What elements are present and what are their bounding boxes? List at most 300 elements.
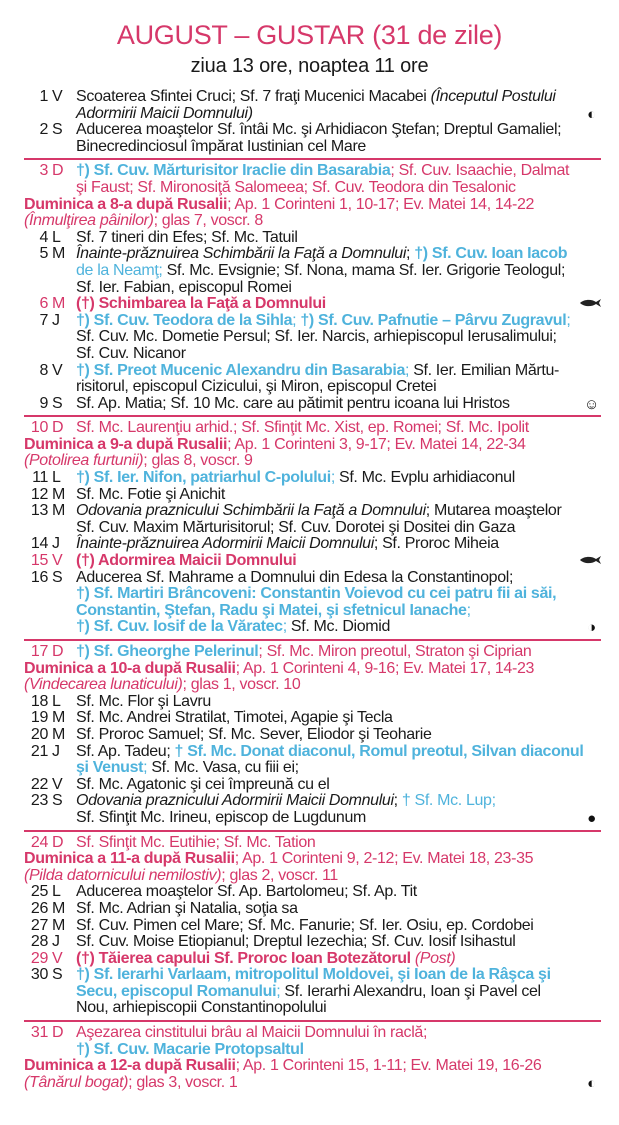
major-feast-text: Duminica a 11-a după Rusalii	[24, 850, 235, 868]
feast-saint-name: ;	[292, 311, 301, 329]
day-number: 2	[39, 121, 48, 139]
entry-text	[76, 644, 531, 661]
feast-saint-name: † Sf. Mc. Lup;	[401, 792, 496, 810]
entry-text	[76, 934, 515, 951]
weekday-letter: J	[52, 742, 60, 760]
entry-segment: ; Ap. 1 Corinteni 3, 9-17; Ev. Matei 14, 22-34	[227, 435, 526, 453]
weekday-letter: D	[52, 1024, 64, 1042]
feast-saint-name: ;	[158, 261, 167, 279]
entry-segment: Binecredinciosul împărat Iustinian cel Mare	[76, 137, 366, 155]
sunday-reading-line	[0, 868, 619, 885]
day-number: 24	[30, 833, 48, 851]
entry-text	[76, 951, 455, 968]
entry-text	[24, 851, 533, 868]
entry-segment: Sf. Proroc Samuel; Sf. Mc. Sever, Eliodor şi Teoharie	[76, 725, 432, 743]
entry-text	[24, 868, 338, 885]
day-label	[22, 536, 70, 553]
day-label	[22, 89, 70, 106]
entry-text	[76, 230, 298, 247]
entry-text	[76, 329, 557, 346]
entry-text	[76, 760, 299, 777]
entry-text	[24, 1075, 237, 1092]
entry-segment: Adormirii Maicii Domnului)	[76, 104, 253, 122]
entry-segment: (Tânărul bogat)	[24, 1073, 129, 1091]
calendar-line	[0, 503, 619, 520]
fish-icon	[578, 297, 602, 312]
calendar-line	[0, 89, 619, 106]
entry-text	[76, 470, 515, 487]
sunday-reading-line	[0, 213, 619, 230]
calendar-line	[0, 1025, 619, 1042]
sunday-reading-line	[0, 677, 619, 694]
weekday-letter: S	[52, 121, 63, 139]
calendar-line	[0, 363, 619, 380]
entry-text	[76, 139, 366, 156]
entry-text	[76, 503, 561, 520]
day-number: 22	[30, 775, 48, 793]
entry-segment: ; Ap. 1 Corinteni 15, 1-11; Ev. Matei 19, 16-26	[235, 1057, 542, 1075]
entry-segment: ; Ap. 1 Corinteni 9, 2-12; Ev. Matei 18, 23-35	[234, 850, 534, 868]
entry-segment: Sf. Mc. Diomid	[290, 618, 391, 636]
entry-text	[76, 246, 567, 263]
calendar-line	[0, 810, 619, 827]
day-number: 7	[39, 311, 48, 329]
weekday-letter: D	[52, 162, 64, 180]
entry-segment: Sf. Mc. Flor şi Lavru	[76, 692, 211, 710]
calendar-line	[0, 346, 619, 363]
entry-text	[76, 967, 551, 984]
entry-segment: Odovania praznicului Adormirii Maicii Domnului	[76, 792, 394, 810]
feast-saint-name: †) Sf. Preot Mucenic Alexandru din Basarabia	[76, 361, 405, 379]
entry-text	[76, 984, 541, 1001]
entry-segment: Sf. Ier. Fabian, episcopul Romei	[76, 278, 292, 296]
entry-segment: Înainte-prăznuirea Schimbării la Faţă a Domnului	[76, 245, 407, 263]
entry-segment: Aşezarea cinstitului brâu al Maicii Domnului în raclă;	[76, 1024, 428, 1042]
weekday-letter: V	[52, 552, 63, 570]
feast-saint-name: ;	[143, 759, 152, 777]
day-label	[22, 1025, 70, 1042]
weekday-letter: L	[52, 228, 61, 246]
feast-saint-name: †) Sf. Cuv. Ioan Iacob	[414, 245, 568, 263]
entry-segment: Sf. Cuv. Mc. Dometie Persul; Sf. Ier. Narcis, arhiepiscopul Ierusalimului;	[76, 328, 557, 346]
moon-new-icon: ●	[587, 809, 596, 827]
entry-text	[76, 884, 417, 901]
feast-saint-name: ;	[405, 361, 414, 379]
calendar-line	[0, 379, 619, 396]
entry-text	[76, 89, 556, 106]
day-number: 21	[30, 742, 48, 760]
feast-saint-name: ;	[282, 618, 291, 636]
entry-text	[24, 213, 263, 230]
entry-segment: Nou, arhiepiscopii Constantinopolului	[76, 999, 327, 1017]
entry-text	[76, 619, 390, 636]
calendar-line	[0, 520, 619, 537]
calendar-line	[0, 1000, 619, 1017]
feast-saint-name: şi Venust	[76, 759, 144, 777]
weekday-letter: M	[52, 485, 65, 503]
entry-segment: (Pilda datornicului nemilostiv)	[24, 866, 222, 884]
feast-saint-name: ;	[466, 601, 471, 619]
day-label	[22, 967, 70, 984]
weekday-letter: S	[52, 792, 63, 810]
entry-text	[76, 536, 499, 553]
day-label	[22, 570, 70, 587]
entry-segment: Sf. Ap. Tadeu;	[76, 742, 175, 760]
calendar-line	[0, 163, 619, 180]
day-label	[22, 470, 70, 487]
weekday-letter: D	[52, 419, 64, 437]
entry-segment: ; glas 7, voscr. 8	[153, 212, 263, 230]
section-divider	[24, 830, 601, 832]
weekday-letter: M	[52, 709, 65, 727]
day-number: 9	[39, 394, 48, 412]
entry-segment: ; Sf. Proroc Miheia	[373, 535, 499, 553]
entry-segment: Aducerea Sf. Mahrame a Domnului din Edesa la Constantinopol;	[76, 568, 514, 586]
day-number: 27	[30, 916, 48, 934]
calendar-line	[0, 984, 619, 1001]
feast-saint-name: Secu, episcopul Romanului	[76, 982, 277, 1000]
entry-segment: Sf. Mc. Adrian şi Natalia, soţia sa	[76, 899, 298, 917]
day-label	[22, 246, 70, 263]
entry-segment: Scoaterea Sfintei Cruci; Sf. 7 fraţi Mucenici Macabei	[76, 88, 431, 105]
entry-text	[76, 835, 315, 852]
major-feast-text: Duminica a 12-a după Rusalii	[24, 1057, 236, 1075]
feast-saint-name: †) Sf. Ierarhi Varlaam, mitropolitul Moldovei, şi Ioan de la Râşca şi	[76, 966, 551, 984]
calendar-line	[0, 396, 619, 413]
day-label	[22, 644, 70, 661]
entry-text	[76, 570, 513, 587]
calendar-line	[0, 296, 619, 313]
day-label	[22, 918, 70, 935]
sunday-reading-line	[0, 851, 619, 868]
major-feast-text: Duminica a 10-a după Rusalii	[24, 659, 236, 677]
day-label	[22, 744, 70, 761]
day-label	[22, 296, 70, 313]
sunday-reading-line	[0, 437, 619, 454]
weekday-letter: M	[52, 502, 65, 520]
day-number: 26	[30, 899, 48, 917]
entry-segment: (Începutul Postului	[430, 88, 556, 105]
day-label	[22, 313, 70, 330]
weekday-letter: V	[52, 775, 63, 793]
feast-saint-name: †) Sf. Ier. Nifon, patriarhul C-polului	[76, 469, 331, 487]
weekday-letter: D	[52, 643, 64, 660]
entry-text	[24, 453, 253, 470]
entry-segment: Sf. Ier. Emilian Mărtu-	[413, 361, 559, 379]
calendar-line	[0, 122, 619, 139]
entry-segment: Sf. Sfinţit Mc. Eutihie; Sf. Mc. Tation	[76, 833, 316, 851]
entry-segment: ; Sf. Cuv. Isaachie, Dalmat	[390, 162, 570, 180]
entry-text	[76, 1042, 304, 1059]
weekday-letter: V	[52, 949, 63, 967]
day-label	[22, 553, 70, 570]
calendar-line	[0, 553, 619, 570]
feast-saint-name: †) Sf. Cuv. Macarie Protopsaltul	[76, 1040, 304, 1058]
calendar-line	[0, 603, 619, 620]
entry-text	[24, 677, 300, 694]
sunday-reading-line	[0, 1058, 619, 1075]
entry-text	[76, 586, 556, 603]
day-number: 11	[32, 469, 48, 487]
day-label	[22, 727, 70, 744]
day-number: 18	[30, 692, 48, 710]
calendar-line	[0, 934, 619, 951]
weekday-letter: J	[52, 311, 60, 329]
calendar-line	[0, 918, 619, 935]
month-title: AUGUST – GUSTAR (31 de zile)	[116, 20, 503, 50]
day-label	[22, 793, 70, 810]
entry-segment: şi Faust; Sf. Mironosiţă Salomeea; Sf. Cuv. Teodora din Tesalonic	[76, 178, 516, 196]
day-number: 8	[39, 361, 48, 379]
weekday-letter: M	[52, 245, 65, 263]
entry-segment: ;	[393, 792, 402, 810]
weekday-letter: J	[52, 535, 60, 553]
major-feast-text: (†) Schimbarea la Faţă a Domnului	[76, 295, 326, 313]
calendar-line	[0, 694, 619, 711]
calendar-line	[0, 139, 619, 156]
entry-text	[76, 810, 366, 827]
entry-segment: Aducerea moaştelor Sf. întâi Mc. şi Arhidiacon Ştefan; Dreptul Gamaliel;	[76, 121, 562, 139]
calendar-line	[0, 901, 619, 918]
entry-text	[76, 379, 436, 396]
day-label	[22, 163, 70, 180]
day-number: 19	[30, 709, 48, 727]
feast-saint-name: † Sf. Mc. Donat diaconul, Romul preotul, Silvan diaconul	[174, 742, 584, 760]
entry-text	[76, 1025, 427, 1042]
entry-segment: (Vindecarea lunaticului)	[24, 676, 183, 694]
sunday-reading-line	[0, 453, 619, 470]
day-number: 17	[30, 643, 48, 660]
weekday-letter: L	[52, 692, 61, 710]
day-label	[22, 901, 70, 918]
entry-segment: Sf. Mc. Andrei Stratilat, Timotei, Agapie şi Tecla	[76, 709, 393, 727]
calendar-line	[0, 777, 619, 794]
calendar-line	[0, 884, 619, 901]
calendar-line	[0, 967, 619, 984]
day-number: 31	[30, 1024, 48, 1042]
weekday-letter: V	[52, 88, 63, 105]
day-number: 20	[30, 725, 48, 743]
weekday-letter: L	[52, 883, 61, 901]
calendar-line	[0, 793, 619, 810]
day-number: 23	[30, 792, 48, 810]
entry-segment: Sf. Cuv. Moise Etiopianul; Dreptul Iezechia; Sf. Cuv. Iosif Isihastul	[76, 933, 516, 951]
major-feast-text: Duminica a 9-a după Rusalii	[24, 435, 228, 453]
feast-saint-name: †) Sf. Martiri Brâncoveni: Constantin Voievod cu cei patru fii ai săi,	[76, 585, 557, 603]
calendar-line	[0, 280, 619, 297]
weekday-letter: D	[52, 833, 64, 851]
feast-saint-name: †) Sf. Cuv. Teodora de la Sihla	[76, 311, 293, 329]
feast-saint-name: Constantin, Ştefan, Radu şi Matei, şi sfetnicul Ianache	[76, 601, 467, 619]
feast-saint-name: ;	[276, 982, 285, 1000]
weekday-letter: V	[52, 361, 63, 379]
entry-text	[76, 918, 534, 935]
calendar-line	[0, 246, 619, 263]
moon-face-icon: ☺	[584, 395, 599, 413]
entry-text	[76, 263, 565, 280]
section-divider	[24, 639, 601, 641]
day-number: 14	[30, 535, 48, 553]
calendar-line	[0, 710, 619, 727]
entry-segment: Sf. Mc. Evplu arhidiaconul	[339, 469, 515, 487]
sunday-reading-line	[0, 661, 619, 678]
entry-text	[76, 313, 570, 330]
feast-saint-name: †) Sf. Gheorghe Pelerinul	[76, 643, 259, 660]
entry-segment: ; glas 3, voscr. 1	[128, 1073, 238, 1091]
moon-first-quarter-icon: ◐	[587, 1074, 596, 1092]
weekday-letter: M	[52, 725, 65, 743]
weekday-letter: M	[52, 916, 65, 934]
entry-text	[24, 1058, 541, 1075]
day-number: 6	[39, 295, 48, 313]
calendar-line	[0, 586, 619, 603]
entry-text	[76, 280, 292, 297]
entry-text	[76, 744, 583, 761]
entry-segment: Sf. Cuv. Pimen cel Mare; Sf. Mc. Fanurie; Sf. Ier. Osiu, ep. Cordobei	[76, 916, 534, 934]
weekday-letter: S	[52, 966, 63, 984]
entry-text	[76, 901, 298, 918]
entry-text	[76, 180, 516, 197]
calendar-line	[0, 644, 619, 661]
entry-text	[76, 396, 510, 413]
day-number: 28	[30, 933, 48, 951]
weekday-letter: S	[52, 394, 63, 412]
day-number: 1	[39, 88, 48, 105]
day-label	[22, 487, 70, 504]
section-divider	[24, 158, 601, 160]
entry-text	[76, 487, 225, 504]
entry-text	[76, 694, 211, 711]
feast-saint-name: †) Sf. Cuv. Iosif de la Văratec	[76, 618, 283, 636]
entry-segment: Sf. Sfinţit Mc. Irineu, episcop de Lugdunum	[76, 808, 367, 826]
entry-text	[24, 437, 526, 454]
weekday-letter: S	[52, 568, 63, 586]
entry-segment: Sf. Mc. Laurenţiu arhid.; Sf. Sfinţit Mc. Xist, ep. Romei; Sf. Mc. Ipolit	[76, 419, 529, 437]
section-divider	[24, 1020, 601, 1022]
calendar-line	[0, 487, 619, 504]
entry-text	[76, 793, 496, 810]
calendar-line	[0, 313, 619, 330]
day-number: 15	[30, 552, 48, 570]
major-feast-text: (†) Adormirea Maicii Domnului	[76, 552, 297, 570]
major-feast-text: Duminica a 8-a după Rusalii	[24, 195, 228, 213]
entry-segment: Sf. Mc. Vasa, cu fiii ei;	[151, 759, 299, 777]
day-label	[22, 122, 70, 139]
entry-segment: Odovania praznicului Schimbării la Faţă a Domnului	[76, 502, 426, 520]
section-divider	[24, 415, 601, 417]
entry-text	[76, 727, 432, 744]
day-label	[22, 363, 70, 380]
entry-segment: ;	[406, 245, 415, 263]
entry-text	[76, 163, 569, 180]
day-number: 25	[30, 883, 48, 901]
entry-segment: (Potolirea furtunii)	[24, 452, 144, 470]
entry-segment: ; glas 1, voscr. 10	[182, 676, 301, 694]
calendar-line	[0, 1042, 619, 1059]
calendar-line	[0, 470, 619, 487]
fish-icon	[578, 554, 602, 569]
moon-last-quarter-icon: ◑	[587, 619, 596, 637]
moon-first-quarter-icon: ◐	[587, 105, 596, 123]
day-number: 5	[39, 245, 48, 263]
entry-segment: Sf. Ierarhi Alexandru, Ioan şi Pavel cel	[284, 982, 541, 1000]
weekday-letter: J	[52, 933, 60, 951]
entry-segment: risitorul, episcopul Cizicului, şi Miron, episcopul Cretei	[76, 378, 437, 396]
sunday-reading-line	[0, 1075, 619, 1092]
entry-text	[76, 122, 561, 139]
entry-segment: ; glas 2, voscr. 11	[221, 866, 338, 884]
calendar-list	[0, 89, 619, 1091]
entry-text	[76, 296, 326, 313]
day-label	[22, 934, 70, 951]
day-label	[22, 710, 70, 727]
calendar-line	[0, 106, 619, 123]
entry-segment: Sf. Mc. Evsignie; Sf. Nona, mama Sf. Ier. Grigorie Teologul;	[166, 261, 566, 279]
calendar-line	[0, 760, 619, 777]
entry-text	[76, 346, 186, 363]
entry-segment: ; Ap. 1 Corinteni 1, 10-17; Ev. Matei 14, 14-22	[227, 195, 535, 213]
day-label	[22, 503, 70, 520]
feast-saint-name: ;	[330, 469, 340, 487]
feast-saint-name: ;	[566, 311, 571, 329]
entry-text	[24, 661, 534, 678]
entry-segment: (Post)	[414, 949, 456, 967]
calendar-line	[0, 727, 619, 744]
major-feast-text: (†) Tăierea capului Sf. Proroc Ioan Botezătorul	[76, 949, 415, 967]
calendar-line	[0, 619, 619, 636]
calendar-line	[0, 263, 619, 280]
entry-segment: ; Mutarea moaştelor	[425, 502, 562, 520]
calendar-line	[0, 180, 619, 197]
sunday-reading-line	[0, 197, 619, 214]
entry-segment: (Înmulţirea pâinilor)	[24, 212, 154, 230]
entry-segment: Sf. Cuv. Maxim Mărturisitorul; Sf. Cuv. Dorotei şi Dositei din Gaza	[76, 518, 516, 536]
day-label	[22, 230, 70, 247]
entry-text	[24, 197, 534, 214]
entry-segment: Aducerea moaştelor Sf. Ap. Bartolomeu; Sf. Ap. Tit	[76, 883, 417, 901]
calendar-line	[0, 835, 619, 852]
entry-text	[76, 553, 296, 570]
entry-text	[76, 777, 330, 794]
feast-saint-name: de la Neamţ	[76, 261, 159, 279]
day-night-hours: ziua 13 ore, noaptea 11 ore	[190, 55, 429, 77]
calendar-line	[0, 329, 619, 346]
calendar-line	[0, 570, 619, 587]
feast-saint-name: †) Sf. Cuv. Pafnutie – Pârvu Zugravul	[300, 311, 567, 329]
entry-segment: ; Sf. Mc. Miron preotul, Straton şi Ciprian	[258, 643, 532, 660]
day-number: 10	[30, 419, 48, 437]
entry-segment: ; Ap. 1 Corinteni 4, 9-16; Ev. Matei 17, 14-23	[235, 659, 535, 677]
weekday-letter: L	[52, 469, 61, 487]
entry-text	[76, 603, 471, 620]
calendar-line	[0, 536, 619, 553]
calendar-line	[0, 420, 619, 437]
day-number: 13	[30, 502, 48, 520]
day-number: 12	[30, 485, 48, 503]
day-number: 4	[39, 228, 48, 246]
calendar-line	[0, 230, 619, 247]
entry-segment: Înainte-prăznuirea Adormirii Maicii Domnului	[76, 535, 374, 553]
feast-saint-name: †) Sf. Cuv. Mărturisitor Iraclie din Basarabia	[76, 162, 391, 180]
calendar-line	[0, 744, 619, 761]
entry-segment: ; glas 8, voscr. 9	[143, 452, 253, 470]
day-label	[22, 835, 70, 852]
entry-text	[76, 363, 559, 380]
entry-text	[76, 1000, 326, 1017]
day-number: 29	[30, 949, 48, 967]
day-label	[22, 396, 70, 413]
weekday-letter: M	[52, 899, 65, 917]
